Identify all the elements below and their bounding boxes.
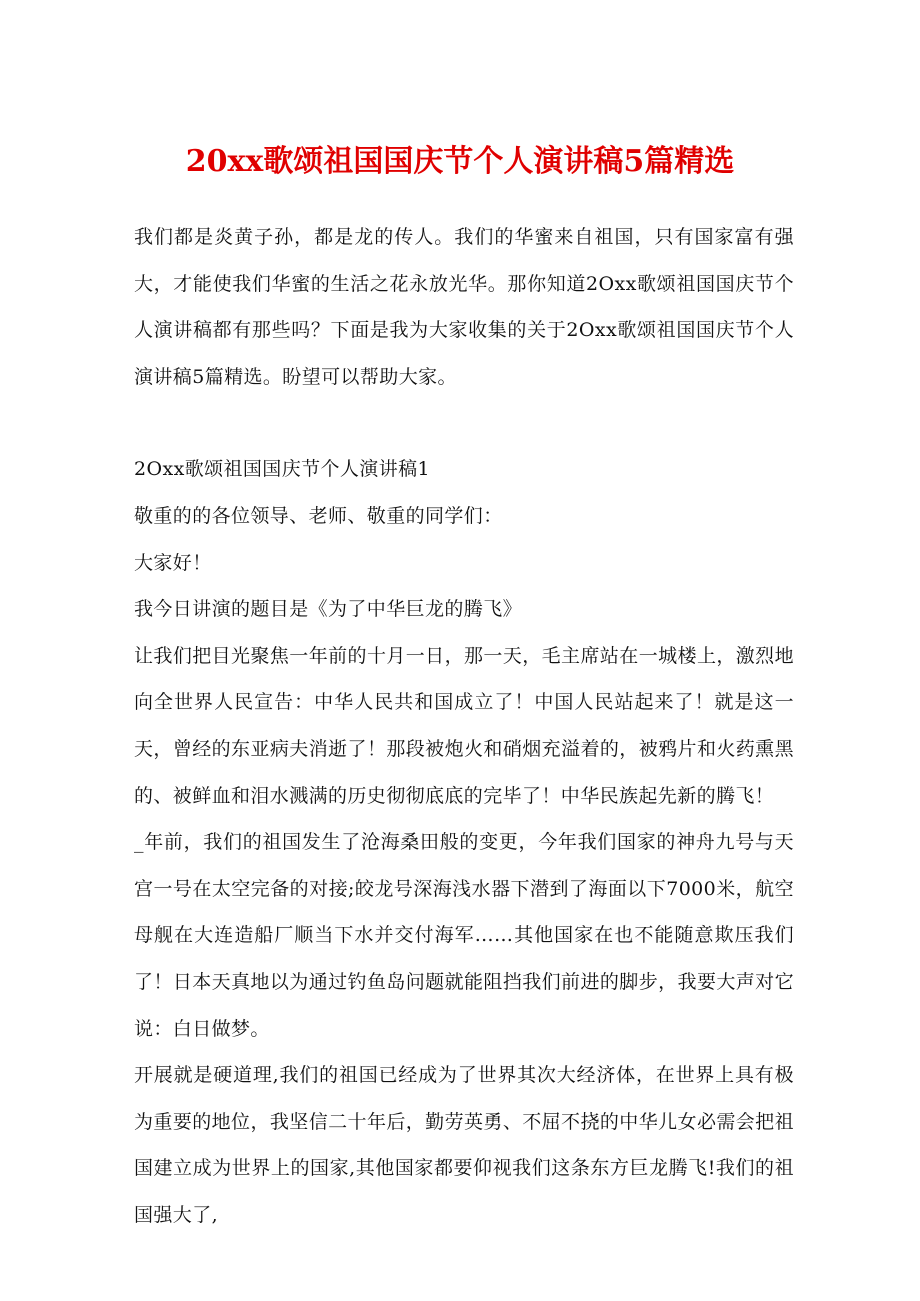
body-paragraph-3: 开展就是硬道理,我们的祖国已经成为了世界其次大经济体，在世界上具有极为重要的地位，我坚信二十年后，勤劳英勇、不屈不挠的中华儿女必需会把祖国建立成为世界上的国家,其他国家都要仰视我们这条东方巨龙腾飞!我们的祖国强大了, [134, 1064, 794, 1226]
greeting-line: 大家好！ [134, 551, 212, 574]
topic-line: 我今日讲演的题目是《为了中华巨龙的腾飞》 [134, 598, 523, 621]
document-title: 20xx歌颂祖国国庆节个人演讲稿5篇精选 [185, 144, 735, 179]
body-paragraph-1: 让我们把目光聚焦一年前的十月一日，那一天，毛主席站在一城楼上，激烈地向全世界人民宣告：中华人民共和国成立了！中国人民站起来了！就是这一天，曾经的东亚病夫消逝了！那段被炮火和硝烟充溢着的，被鸦片和火药熏黑的、被鲜血和泪水溅满的历史彻彻底底的完毕了！中华民族起先新的腾飞！ [134, 644, 794, 807]
salutation-line: 敬重的的各位领导、老师、敬重的同学们： [134, 504, 503, 527]
section-heading: 2Oxx歌颂祖国国庆节个人演讲稿1 [134, 458, 430, 481]
document-body [134, 214, 794, 1238]
paragraph-gap [134, 400, 794, 446]
body-paragraph-2: _年前，我们的祖国发生了沧海桑田般的变更，今年我们国家的神舟九号与天宫一号在太空完备的对接;皎龙号深海浅水器下潜到了海面以下7000米，航空母舰在大连造船厂顺当下水并交付海军……其他国家在也不能随意欺压我们了！日本天真地以为通过钓鱼岛问题就能阻挡我们前进的脚步，我要大声对它说：白日做梦。 [134, 831, 794, 1040]
intro-paragraph: 我们都是炎黄子孙，都是龙的传人。我们的华蜜来自祖国，只有国家富有强大，才能使我们华蜜的生活之花永放光华。那你知道2Oxx歌颂祖国国庆节个人演讲稿都有那些吗？下面是我为大家收集的关于2Oxx歌颂祖国国庆节个人演讲稿5篇精选。盼望可以帮助大家。 [134, 226, 794, 388]
